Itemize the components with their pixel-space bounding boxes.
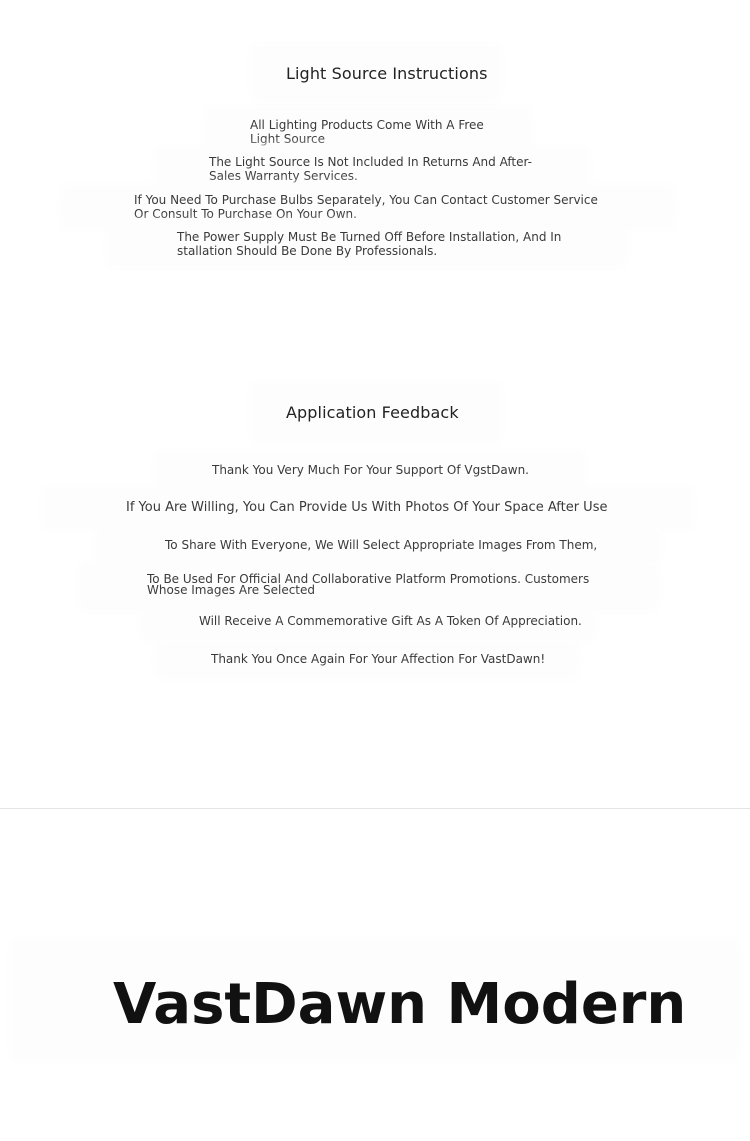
light-source-line-1: All Lighting Products Come With A Free Light Source [250, 118, 484, 146]
feedback-line-3: To Share With Everyone, We Will Select Appropriate Images From Them, [165, 538, 598, 552]
light-source-title: Light Source Instructions [286, 64, 488, 83]
feedback-line-1: Thank You Very Much For Your Support Of VgstDawn. [212, 463, 529, 477]
section-divider [0, 808, 750, 809]
feedback-line-2: If You Are Willing, You Can Provide Us With Photos Of Your Space After Use [126, 500, 608, 515]
light-source-line-4: The Power Supply Must Be Turned Off Before Installation, And Installation Should Be Done By Professionals. [177, 230, 562, 258]
light-source-line-2: The Light Source Is Not Included In Returns And After-Sales Warranty Services. [209, 155, 532, 183]
feedback-line-5: Will Receive A Commemorative Gift As A Token Of Appreciation. [199, 614, 582, 628]
light-source-line-3: If You Need To Purchase Bulbs Separately, You Can Contact Customer Service Or Consult To Purchase On Your Own. [134, 193, 598, 221]
feedback-line-6: Thank You Once Again For Your Affection For VastDawn! [211, 652, 546, 666]
feedback-title: Application Feedback [286, 403, 459, 422]
feedback-line-4: To Be Used For Official And Collaborative Platform Promotions. Customers Whose Images Are Selected [147, 572, 590, 597]
brand-name: VastDawn Modern [113, 972, 687, 1037]
